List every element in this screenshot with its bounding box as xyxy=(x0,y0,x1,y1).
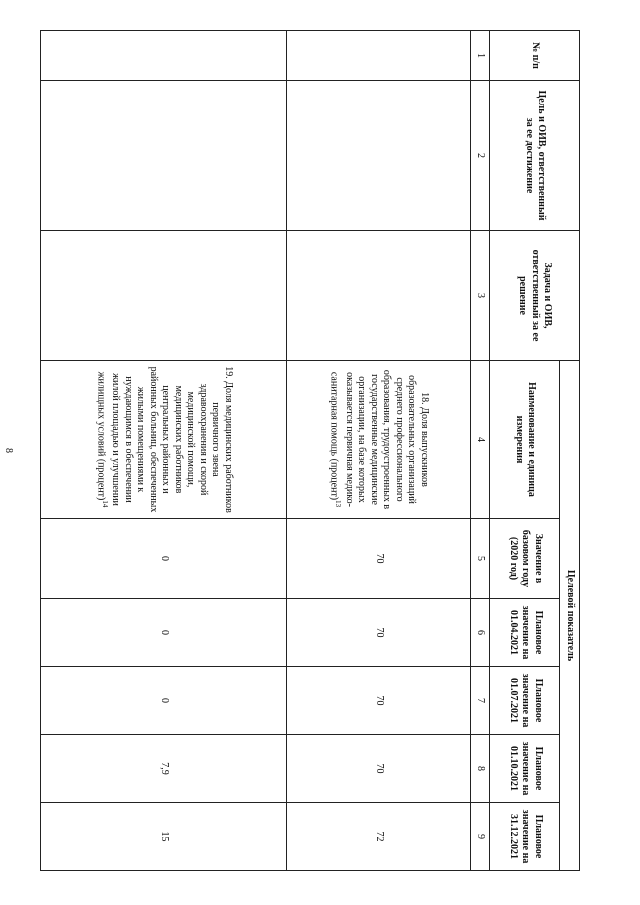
indicator-name: 19. Доля медицинских работников первичного звена здравоохранения и скорой медицинской помощи, медицинских работников центральных районных и районных больниц, обеспеченных жилыми помещениями к нуждающимся в обеспечении жилой площадью и улучшении жилищных условий (процент) xyxy=(95,366,234,513)
column-number: 2 xyxy=(471,81,491,231)
row-goal-cell xyxy=(41,81,287,231)
column-number: 5 xyxy=(471,519,491,599)
header-base: Значение в базовом году (2020 год) xyxy=(490,519,560,599)
q3-value-cell: 7,9 xyxy=(41,735,287,803)
header-num: № п/п xyxy=(490,31,580,81)
q2-value-cell: 0 xyxy=(41,667,287,735)
q4-value-cell: 15 xyxy=(41,803,287,871)
column-number: 3 xyxy=(471,231,491,361)
column-number: 8 xyxy=(471,735,491,803)
table-row xyxy=(287,31,471,871)
row-num-cell xyxy=(41,31,287,81)
q4-value-cell: 72 xyxy=(287,803,471,871)
rotated-table-container xyxy=(40,30,580,870)
column-number: 1 xyxy=(471,31,491,81)
q2-value-cell: 70 xyxy=(287,667,471,735)
row-num-cell xyxy=(287,31,471,81)
header-q4: Плановое значение на 31.12.2021 xyxy=(490,803,560,871)
column-number: 7 xyxy=(471,667,491,735)
base-value-cell: 70 xyxy=(287,519,471,599)
indicator-name: 18. Доля выпускников образовательных организаций среднего профессионального образования, трудоустроенных в государственные медицинские организации, на базе которых оказывается первичная медико-санитарная помощь (процент) xyxy=(329,369,430,510)
header-target-group: Целевой показатель xyxy=(560,361,580,871)
indicator-name-cell xyxy=(287,361,471,519)
column-number-row xyxy=(471,31,491,871)
header-q3: Плановое значение на 01.10.2021 xyxy=(490,735,560,803)
indicator-table xyxy=(40,30,580,871)
row-task-cell xyxy=(287,231,471,361)
column-number: 9 xyxy=(471,803,491,871)
column-number: 4 xyxy=(471,361,491,519)
header-goal: Цель и ОИВ, ответственный за ее достижение xyxy=(490,81,580,231)
header-task: Задача и ОИВ, ответственный за ее решение xyxy=(490,231,580,361)
header-q1: Плановое значение на 01.04.2021 xyxy=(490,599,560,667)
page-number: 8 xyxy=(3,448,14,453)
header-name: Наименование и единица измерения xyxy=(490,361,560,519)
q1-value-cell: 70 xyxy=(287,599,471,667)
column-number: 6 xyxy=(471,599,491,667)
header-q2: Плановое значение на 01.07.2021 xyxy=(490,667,560,735)
indicator-name-cell xyxy=(41,361,287,519)
q1-value-cell: 0 xyxy=(41,599,287,667)
table-row xyxy=(41,31,287,871)
footnote-ref: 13 xyxy=(334,500,343,508)
footnote-ref: 14 xyxy=(100,500,109,508)
base-value-cell: 0 xyxy=(41,519,287,599)
q3-value-cell: 70 xyxy=(287,735,471,803)
row-task-cell xyxy=(41,231,287,361)
row-goal-cell xyxy=(287,81,471,231)
